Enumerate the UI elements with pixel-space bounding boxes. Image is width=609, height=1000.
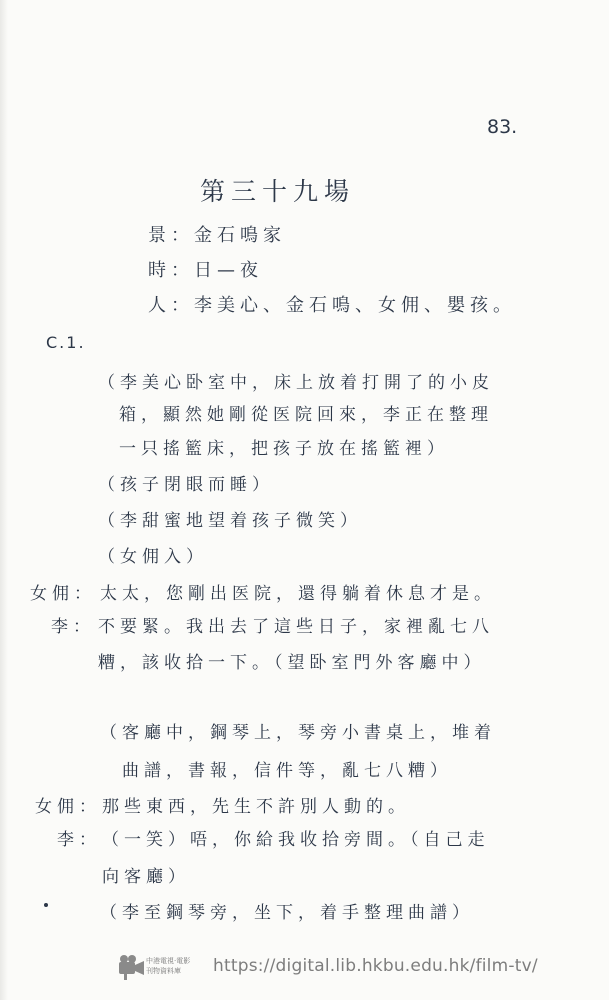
dialogue-line: 糟，該收拾一下。（望卧室門外客廳中） — [98, 653, 486, 673]
stage-direction-line: （李甜蜜地望着孩子微笑） — [98, 511, 362, 531]
page-edge-shadow — [0, 0, 8, 1000]
margin-dot — [44, 903, 48, 907]
speaker-label: 女佣： — [35, 797, 101, 817]
scene-people: 人：李美心、金石鳴、女佣、嬰孩。 — [148, 295, 516, 316]
dialogue-line: 太太，您剛出医院，還得躺着休息才是。 — [100, 584, 496, 604]
stage-direction-line: （孩子閉眼而睡） — [98, 475, 274, 495]
film-camera-logo-icon — [118, 953, 146, 981]
speaker-label: 女佣： — [30, 584, 96, 604]
watermark-org-line2: 刊物資料庫 — [146, 967, 181, 975]
dialogue-line: 不要緊。我出去了這些日子，家裡亂七八 — [98, 617, 494, 637]
stage-direction-line: （李美心卧室中，床上放着打開了的小皮 — [98, 373, 494, 393]
stage-direction-line: （李至鋼琴旁，坐下，着手整理曲譜） — [100, 903, 474, 923]
stage-direction-line: （客廳中，鋼琴上，琴旁小書桌上，堆着 — [100, 723, 496, 743]
shot-cue: C.1. — [46, 333, 86, 352]
watermark-org-line1: 中港電視·電影 — [146, 957, 191, 965]
stage-direction-line: （女佣入） — [98, 547, 208, 567]
scene-title: 第三十九場 — [200, 177, 356, 206]
stage-direction-line: 曲譜，書報，信件等，亂七八糟） — [122, 761, 452, 781]
speaker-label: 李： — [57, 830, 101, 850]
scene-place: 景：金石鳴家 — [148, 225, 286, 246]
stage-direction-line: 箱，顯然她剛從医院回來，李正在整理 — [119, 405, 493, 425]
scene-time: 時：日—夜 — [148, 260, 263, 281]
dialogue-line: 那些東西，先生不許別人動的。 — [102, 797, 410, 817]
dialogue-line: （一笑）唔，你給我收拾旁間。（自己走 — [102, 830, 490, 850]
stage-direction-line: 一只搖籃床，把孩子放在搖籃裡） — [119, 439, 449, 459]
page-number: 83. — [487, 116, 518, 138]
watermark-url: https://digital.lib.hkbu.edu.hk/film-tv/ — [213, 956, 538, 976]
watermark-org — [146, 956, 190, 976]
dialogue-line: 向客廳） — [102, 867, 190, 887]
speaker-label: 李： — [51, 617, 95, 637]
